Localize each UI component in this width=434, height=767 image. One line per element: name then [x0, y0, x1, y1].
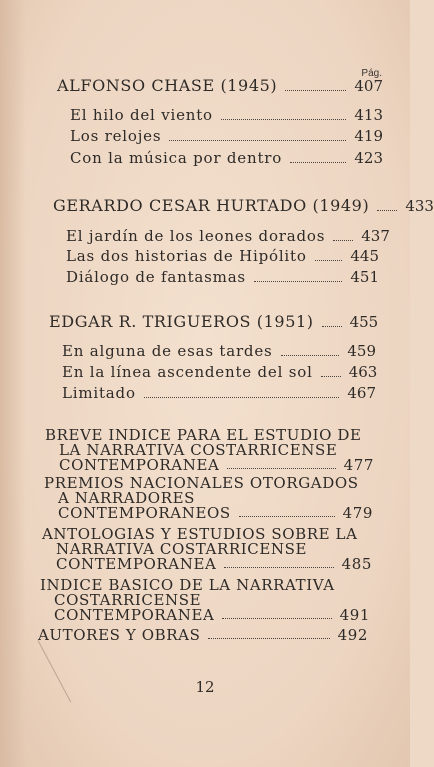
page-ref: 485 — [341, 555, 372, 573]
entry-line: PREMIOS NACIONALES OTORGADOS — [44, 474, 359, 492]
dot-leader — [222, 618, 331, 619]
dot-leader — [315, 260, 343, 261]
entry-line: CONTEMPORANEOS — [58, 504, 231, 522]
author-name: GERARDO CESAR HURTADO (1949) — [53, 196, 370, 215]
entry-line: CONTEMPORANEA — [59, 456, 220, 474]
page-ref: 477 — [343, 456, 374, 474]
author-name: ALFONSO CHASE (1945) — [57, 76, 278, 95]
toc-work-entry — [70, 127, 383, 145]
page-ref: 407 — [354, 77, 383, 95]
work-title: Las dos historias de Hipólito — [66, 247, 307, 265]
page-edge-shadow — [0, 0, 26, 767]
entry-line: CONTEMPORANEA — [54, 606, 215, 624]
dot-leader — [281, 355, 340, 356]
page-ref: 433 — [405, 197, 434, 215]
entry-line: ANTOLOGIAS Y ESTUDIOS SOBRE LA — [42, 525, 358, 543]
page-column-label: Pág. — [361, 68, 382, 79]
page-ref: 455 — [349, 313, 379, 331]
toc-author-entry — [49, 312, 377, 331]
page-ref: 492 — [337, 626, 368, 644]
dot-leader — [224, 567, 333, 568]
toc-work-entry — [62, 342, 376, 360]
page-ref: 413 — [354, 106, 383, 124]
work-title: Los relojes — [70, 127, 162, 145]
entry-line: AUTORES Y OBRAS — [38, 626, 201, 644]
toc-appendix-entry — [45, 428, 374, 473]
entry-line: A NARRADORES — [58, 489, 196, 507]
entry-line: NARRATIVA COSTARRICENSE — [56, 540, 308, 558]
toc-work-entry — [66, 268, 379, 286]
entry-line: COSTARRICENSE — [54, 591, 202, 609]
page-number: 12 — [195, 678, 215, 696]
toc-work-entry — [66, 247, 379, 265]
toc-work-entry — [66, 227, 390, 245]
work-title: En la línea ascendente del sol — [62, 363, 313, 381]
work-title: Con la música por dentro — [70, 149, 283, 167]
dot-leader — [239, 516, 335, 517]
page-ref: 479 — [342, 504, 373, 522]
dot-leader — [227, 468, 335, 469]
page-ref: 491 — [339, 606, 370, 624]
page-ref: 467 — [347, 384, 376, 402]
page-ref: 459 — [347, 342, 376, 360]
dot-leader — [285, 90, 346, 91]
toc-author-entry — [57, 76, 383, 95]
dot-leader — [169, 140, 346, 141]
toc-appendix-entry — [38, 628, 368, 643]
page-ref: 451 — [350, 268, 379, 286]
page-ref: 463 — [348, 363, 378, 381]
toc-appendix-entry — [42, 527, 372, 572]
work-title: El jardín de los leones dorados — [66, 227, 326, 245]
entry-line: CONTEMPORANEA — [56, 555, 217, 573]
dot-leader — [290, 162, 346, 163]
dot-leader — [221, 119, 346, 120]
toc-appendix-entry — [40, 578, 370, 623]
dot-leader — [377, 210, 397, 211]
toc-work-entry — [70, 149, 383, 167]
toc-author-entry — [53, 196, 434, 215]
dot-leader — [321, 376, 341, 377]
entry-line: BREVE INDICE PARA EL ESTUDIO DE — [45, 426, 362, 444]
toc-work-entry — [62, 384, 376, 402]
page-ref: 445 — [350, 247, 379, 265]
work-title: El hilo del viento — [70, 106, 213, 124]
toc-work-entry — [62, 363, 376, 381]
author-name: EDGAR R. TRIGUEROS (1951) — [49, 312, 314, 331]
page-ref: 437 — [361, 227, 390, 245]
dot-leader — [254, 281, 342, 282]
dot-leader — [333, 240, 353, 241]
toc-appendix-entry — [44, 476, 373, 521]
work-title: Diálogo de fantasmas — [66, 268, 246, 286]
dot-leader — [322, 326, 342, 327]
entry-line: INDICE BASICO DE LA NARRATIVA — [40, 576, 335, 594]
dot-leader — [208, 638, 329, 639]
toc-work-entry — [70, 106, 383, 124]
page-ref: 423 — [354, 149, 383, 167]
work-title: En alguna de esas tardes — [62, 342, 273, 360]
page-ref: 419 — [354, 127, 383, 145]
work-title: Limitado — [62, 384, 136, 402]
entry-line: LA NARRATIVA COSTARRICENSE — [59, 441, 338, 459]
dot-leader — [144, 397, 340, 398]
